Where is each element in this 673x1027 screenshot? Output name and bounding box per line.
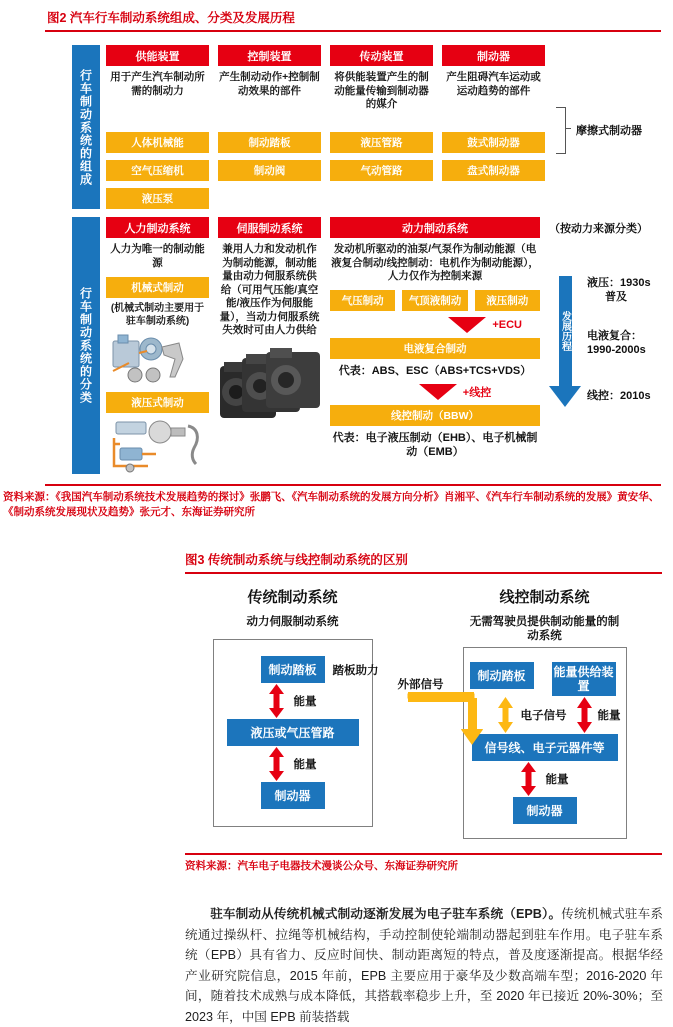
external-signal-label: 外部信号	[397, 679, 444, 691]
traditional-subheading: 动力伺服制动系统	[246, 616, 339, 628]
column-desc: 产生阻碍汽车运动或运动趋势的部件	[446, 71, 541, 97]
milestone-hydraulic	[587, 276, 651, 304]
figure3-title-rule	[185, 572, 662, 574]
stage-electro-hydraulic: 电液复合制动	[330, 338, 540, 359]
column-header: 控制装置	[218, 45, 321, 66]
column-header: 伺服制动系统	[218, 217, 321, 238]
friction-brake-bracket-area	[554, 45, 662, 209]
source-text: 资料来源：汽车电子电器技术漫谈公众号、东海证券研究所	[185, 860, 458, 872]
electronic-signal-label: 电子信号	[520, 710, 567, 722]
hydraulic-pneumatic-line-box: 液压或气压管路	[227, 719, 359, 746]
by-wire-heading: 线控制动系统	[499, 589, 590, 606]
figure2-title: 图2 汽车行车制动系统组成、分类及发展历程	[47, 11, 295, 25]
power-brake-types	[330, 290, 540, 311]
figure3-source	[185, 853, 662, 874]
pedal-supply-row	[470, 662, 616, 696]
red-double-arrow-icon	[521, 762, 536, 796]
traditional-panel	[213, 639, 379, 827]
component-box: 制动阀	[218, 160, 321, 181]
red-double-arrow-icon	[577, 697, 592, 733]
component-box: 人体机械能	[106, 132, 209, 153]
brake-box: 制动器	[261, 782, 325, 809]
fig2-classification-row	[72, 217, 664, 474]
energy-label: 能量	[545, 774, 569, 786]
traditional-heading: 传统制动系统	[247, 589, 338, 606]
component-box: 液压管路	[330, 132, 433, 153]
column-header: 人力制动系统	[106, 217, 209, 238]
column-header: 制动器	[442, 45, 545, 66]
column-desc: 将供能装置产生的制动能量传输到制动器的媒介	[334, 71, 429, 110]
down-triangle-icon	[419, 384, 457, 400]
figure3-diagram	[185, 586, 662, 839]
source-rule	[185, 853, 662, 855]
milestone-by-wire	[587, 389, 651, 403]
fig2-composition-columns	[106, 45, 662, 209]
fig2-sidebar-classification: 行车制动系统的分类	[72, 217, 100, 474]
column-desc: 用于产生汽车制动所需的制动力	[110, 71, 205, 97]
paragraph-lead: 驻车制动从传统机械式制动逐渐发展为电子驻车系统（EPB）。	[210, 907, 562, 921]
step-label: +线控	[462, 387, 492, 399]
traditional-system-column	[185, 586, 400, 839]
component-box: 液压制动	[475, 290, 540, 311]
red-double-arrow-icon	[269, 684, 284, 718]
component-box: 气压制动	[330, 290, 395, 311]
fig2-col-servo	[218, 217, 321, 474]
timeline-body	[549, 276, 661, 407]
fig2-col-manual	[106, 217, 209, 474]
energy-label: 能量	[293, 759, 317, 771]
fig2-col-supply	[106, 45, 209, 209]
servo-motors-photo	[218, 348, 322, 428]
pedal-row	[261, 656, 379, 683]
component-box: 制动踏板	[218, 132, 321, 153]
bracket-shape	[556, 107, 566, 154]
down-triangle-icon	[448, 317, 486, 333]
development-arrow	[549, 276, 581, 407]
brake-box: 制动器	[513, 797, 577, 824]
column-desc: 兼用人力和发动机作为制动能源，制动能量由动力伺服系统供给（可用气压能/真空能/液压作为伺服能量），当动力伺服系统失效时可由人力供给	[219, 243, 320, 336]
component-box: 空气压缩机	[106, 160, 209, 181]
energy-flow-row	[269, 746, 317, 782]
column-header: 供能装置	[106, 45, 209, 66]
friction-brake-label: 摩擦式制动器	[576, 125, 642, 137]
figure2-title-rule	[45, 30, 661, 32]
energy-flow-row	[269, 683, 317, 719]
yellow-double-arrow-icon	[498, 697, 513, 733]
column-header: 传动装置	[330, 45, 433, 66]
evolution-step-ecu	[330, 316, 522, 334]
component-box: 机械式制动	[106, 277, 209, 298]
milestone-electro-hydraulic	[587, 329, 651, 357]
brake-pedal-box: 制动踏板	[261, 656, 325, 683]
body-paragraph	[185, 904, 663, 1027]
energy-supply-box: 能量供给装置	[552, 662, 616, 696]
column-desc: 发动机所驱动的油泵/气泵作为制动能源（电液复合制动/线控制动：电机作为制动能源），人力仅作为控制来源	[331, 243, 539, 282]
energy-label: 能量	[293, 696, 317, 708]
stage-brake-by-wire: 线控制动（BBW）	[330, 405, 540, 426]
fig2-col-brake	[442, 45, 545, 209]
brake-pedal-box: 制动踏板	[470, 662, 534, 689]
paragraph-text: 传统机械式驻车系统通过操纵杆、拉绳等机械结构，手动控制使轮端制动器起到驻车作用。电子驻车系统（EPB）具有省力、反应时间快、制动距离短的特点，普及度逐渐提高。根据华经产业研究院信息，2015 年前，EPB 主要应用于豪华及少数高端车型；2016-2020 年间，随着技术成熟与成本降低，其搭载率稳步上升，至 2020 年已接近 20%-30%；至 2023 年，中国 EPB 前装搭载	[185, 907, 663, 1024]
component-box: 气顶液制动	[402, 290, 467, 311]
bracket-tick	[565, 128, 571, 129]
component-box: 盘式制动器	[442, 160, 545, 181]
classification-note: （按动力来源分类）	[549, 223, 648, 235]
energy-label: 能量	[597, 710, 621, 722]
fig2-timeline	[549, 217, 661, 474]
milestone-text: 普及	[605, 291, 627, 303]
figure3	[185, 550, 662, 874]
report-page	[0, 8, 673, 1024]
milestone-text: 线控：2010s	[587, 390, 651, 402]
hydraulic-brake-illustration	[108, 418, 208, 474]
fig2-col-control	[218, 45, 321, 209]
figure3-title: 图3 传统制动系统与线控制动系统的区别	[185, 553, 408, 567]
red-double-arrow-icon	[269, 747, 284, 781]
stage2-representatives: 代表：ABS、ESC（ABS+TCS+VDS）	[338, 364, 532, 377]
fig2-composition-row	[72, 45, 664, 209]
development-arrow-label: 发展历程	[559, 276, 572, 386]
source-text: 资料来源：《我国汽车制动系统技术发展趋势的探讨》张鹏飞、《汽车制动系统的发展方向分析》肖湘平、《汽车行车制动系统的发展》黄安华、《制动系统发展现状及趋势》张元才、东海证券研究所	[3, 491, 660, 518]
column-desc: 人力为唯一的制动能源	[110, 243, 205, 269]
milestone-text: 1990-2000s	[587, 344, 646, 356]
step-label: +ECU	[492, 318, 522, 331]
energy-flow-row	[521, 761, 569, 797]
component-box: 液压泵	[106, 188, 209, 209]
figure2-source	[0, 484, 673, 520]
figure2-diagram	[72, 45, 664, 474]
fig2-col-power	[330, 217, 540, 474]
by-wire-system-column	[397, 586, 662, 839]
by-wire-subheading: 无需驾驶员提供制动能量的制动系统	[469, 616, 620, 642]
column-header: 动力制动系统	[330, 217, 540, 238]
fig2-col-transmission	[330, 45, 433, 209]
component-box: 气动管路	[330, 160, 433, 181]
fig2-classification-columns	[106, 217, 661, 474]
column-desc: 产生制动动作+控制制动效果的部件	[219, 71, 320, 97]
signal-wires-box: 信号线、电子元器件等	[472, 734, 618, 761]
component-box: 液压式制动	[106, 392, 209, 413]
component-box: 鼓式制动器	[442, 132, 545, 153]
stage3-representatives: 代表：电子液压制动（EHB）、电子机械制动（EMB）	[332, 432, 538, 458]
by-wire-panel	[397, 647, 627, 839]
mechanical-brake-illustration	[109, 333, 207, 385]
pedal-assist-label: 踏板助力	[332, 665, 379, 677]
milestone-text: 电液复合：	[587, 330, 642, 342]
signal-energy-row	[464, 696, 626, 734]
milestone-text: 液压：1930s	[587, 277, 651, 289]
timeline-milestones	[587, 276, 651, 407]
evolution-step-wire	[370, 383, 540, 401]
source-rule	[45, 484, 661, 486]
arrow-head-icon	[549, 386, 581, 407]
fig2-sidebar-composition: 行车制动系统的组成	[72, 45, 100, 209]
mechanical-brake-note: (机械式制动主要用于驻车制动系统)	[110, 303, 205, 327]
